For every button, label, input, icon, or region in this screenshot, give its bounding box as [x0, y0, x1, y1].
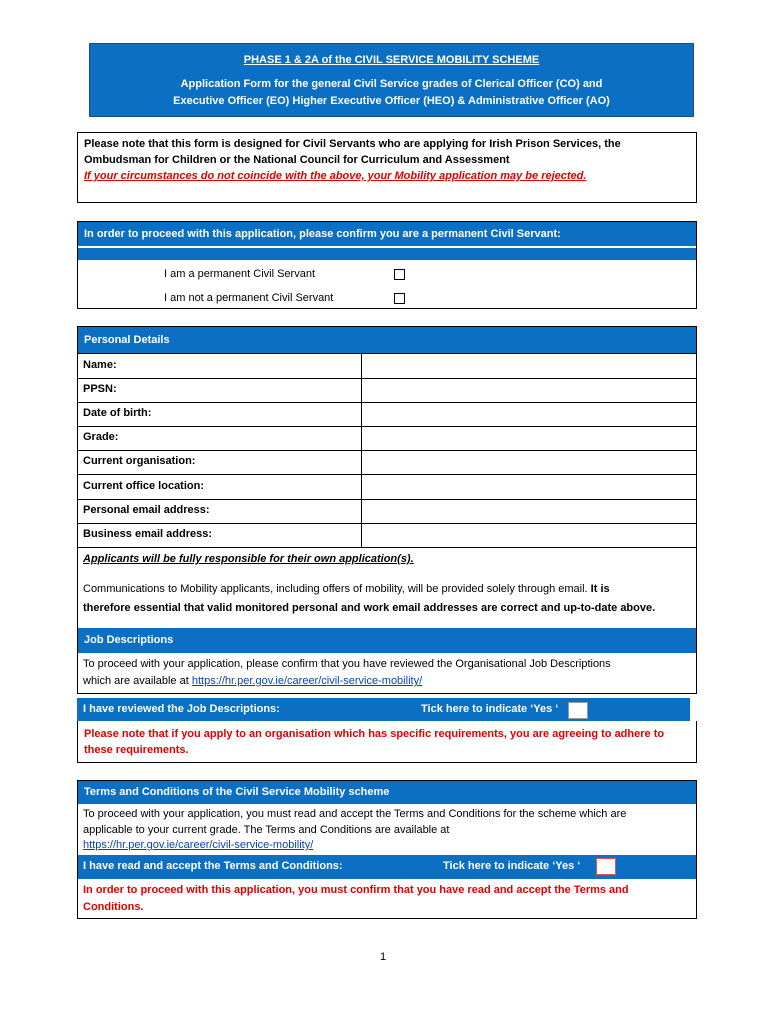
- ppsn-input[interactable]: [361, 378, 698, 402]
- terms-text2: applicable to your current grade. The Terms and Conditions are available at: [83, 824, 450, 836]
- form-title: PHASE 1 & 2A of the CIVIL SERVICE MOBILITY SCHEME: [243, 54, 540, 66]
- job-descriptions-text1: To proceed with your application, please confirm that you have reviewed the Organisational Job Descriptions: [83, 658, 611, 670]
- ppsn-row: [77, 378, 697, 403]
- jobs-reviewed-tickbox[interactable]: [568, 702, 588, 719]
- terms-heading: Terms and Conditions of the Civil Service Mobility scheme: [78, 781, 696, 804]
- confirm-subheading-bar: [78, 248, 696, 260]
- terms-warning-line2: Conditions.: [83, 901, 144, 913]
- personal-details-heading: Personal Details: [78, 327, 696, 353]
- personal-email-input[interactable]: [361, 499, 698, 523]
- form-subtitle-line1: Application Form for the general Civil Service grades of Clerical Officer (CO) and: [180, 78, 603, 90]
- office-location-label: Current office location:: [83, 480, 205, 492]
- organisation-row: [77, 450, 697, 475]
- organisation-label: Current organisation:: [83, 455, 196, 467]
- comms-line2: therefore essential that valid monitored personal and work email addresses are correct and up-to-date above.: [83, 602, 656, 614]
- notice-warning: If your circumstances do not coincide with the above, your Mobility application may be rejected.: [84, 170, 587, 182]
- dob-input[interactable]: [361, 402, 698, 426]
- dob-label: Date of birth:: [83, 407, 152, 419]
- jobs-tick-label: Tick here to indicate ‘Yes ‘: [421, 703, 559, 715]
- terms-accept-bar: [78, 855, 696, 879]
- form-subtitle-line2: Executive Officer (EO) Higher Executive Officer (HEO) & Administrative Officer (AO): [173, 95, 610, 107]
- comms-line1: Communications to Mobility applicants, including offers of mobility, will be provided solely through email. It is: [83, 583, 610, 595]
- job-descriptions-link[interactable]: https://hr.per.gov.ie/career/civil-service-mobility/: [191, 675, 423, 687]
- notice-line1: Please note that this form is designed for Civil Servants who are applying for Irish Prison Services, the: [84, 138, 621, 150]
- terms-warning-line1: In order to proceed with this application, you must confirm that you have read and accept the Terms and: [83, 884, 629, 896]
- option-not-permanent-checkbox[interactable]: [394, 293, 405, 304]
- business-email-input[interactable]: [361, 523, 698, 547]
- terms-accept-label: I have read and accept the Terms and Conditions:: [83, 860, 343, 872]
- notice-line2: Ombudsman for Children or the National Council for Curriculum and Assessment: [84, 154, 510, 166]
- office-location-row: [77, 475, 697, 500]
- business-email-label: Business email address:: [83, 528, 213, 540]
- jobs-warning-box: [77, 721, 697, 763]
- option-permanent-checkbox[interactable]: [394, 269, 405, 280]
- office-location-input[interactable]: [361, 475, 698, 499]
- grade-input[interactable]: [361, 426, 698, 450]
- terms-text1: To proceed with your application, you must read and accept the Terms and Conditions for the scheme which are: [83, 808, 627, 820]
- grade-row: [77, 426, 697, 451]
- header-banner: [89, 43, 694, 117]
- dob-row: [77, 402, 697, 427]
- business-email-row: [77, 523, 697, 548]
- name-label: Name:: [83, 359, 117, 371]
- job-descriptions-text2: which are available at https://hr.per.gov.ie/career/civil-service-mobility/: [83, 675, 423, 687]
- jobs-warning-line1: Please note that if you apply to an organisation which has specific requirements, you are agreeing to adhere to: [84, 728, 665, 740]
- responsibility-note: Applicants will be fully responsible for their own application(s).: [83, 553, 414, 565]
- name-row: [77, 353, 697, 379]
- jobs-reviewed-label: I have reviewed the Job Descriptions:: [83, 703, 280, 715]
- grade-label: Grade:: [83, 431, 119, 443]
- organisation-input[interactable]: [361, 450, 698, 474]
- notice-box: [77, 132, 697, 203]
- terms-accept-tickbox[interactable]: [596, 858, 616, 875]
- terms-link[interactable]: https://hr.per.gov.ie/career/civil-service-mobility/: [83, 839, 314, 851]
- option-permanent-label: I am a permanent Civil Servant: [164, 268, 316, 280]
- jobs-warning-line2: these requirements.: [84, 744, 189, 756]
- confirm-section: [77, 221, 697, 309]
- terms-tick-label: Tick here to indicate ‘Yes ‘: [443, 860, 581, 872]
- option-not-permanent-label: I am not a permanent Civil Servant: [164, 292, 334, 304]
- jobs-reviewed-bar: [77, 698, 690, 721]
- confirm-heading: In order to proceed with this application, please confirm you are a permanent Civil Servant:: [78, 222, 696, 246]
- page-number: 1: [380, 951, 387, 963]
- ppsn-label: PPSN:: [83, 383, 117, 395]
- job-descriptions-heading: Job Descriptions: [77, 628, 697, 653]
- personal-email-row: [77, 499, 697, 524]
- name-input[interactable]: [361, 354, 698, 378]
- personal-email-label: Personal email address:: [83, 504, 210, 516]
